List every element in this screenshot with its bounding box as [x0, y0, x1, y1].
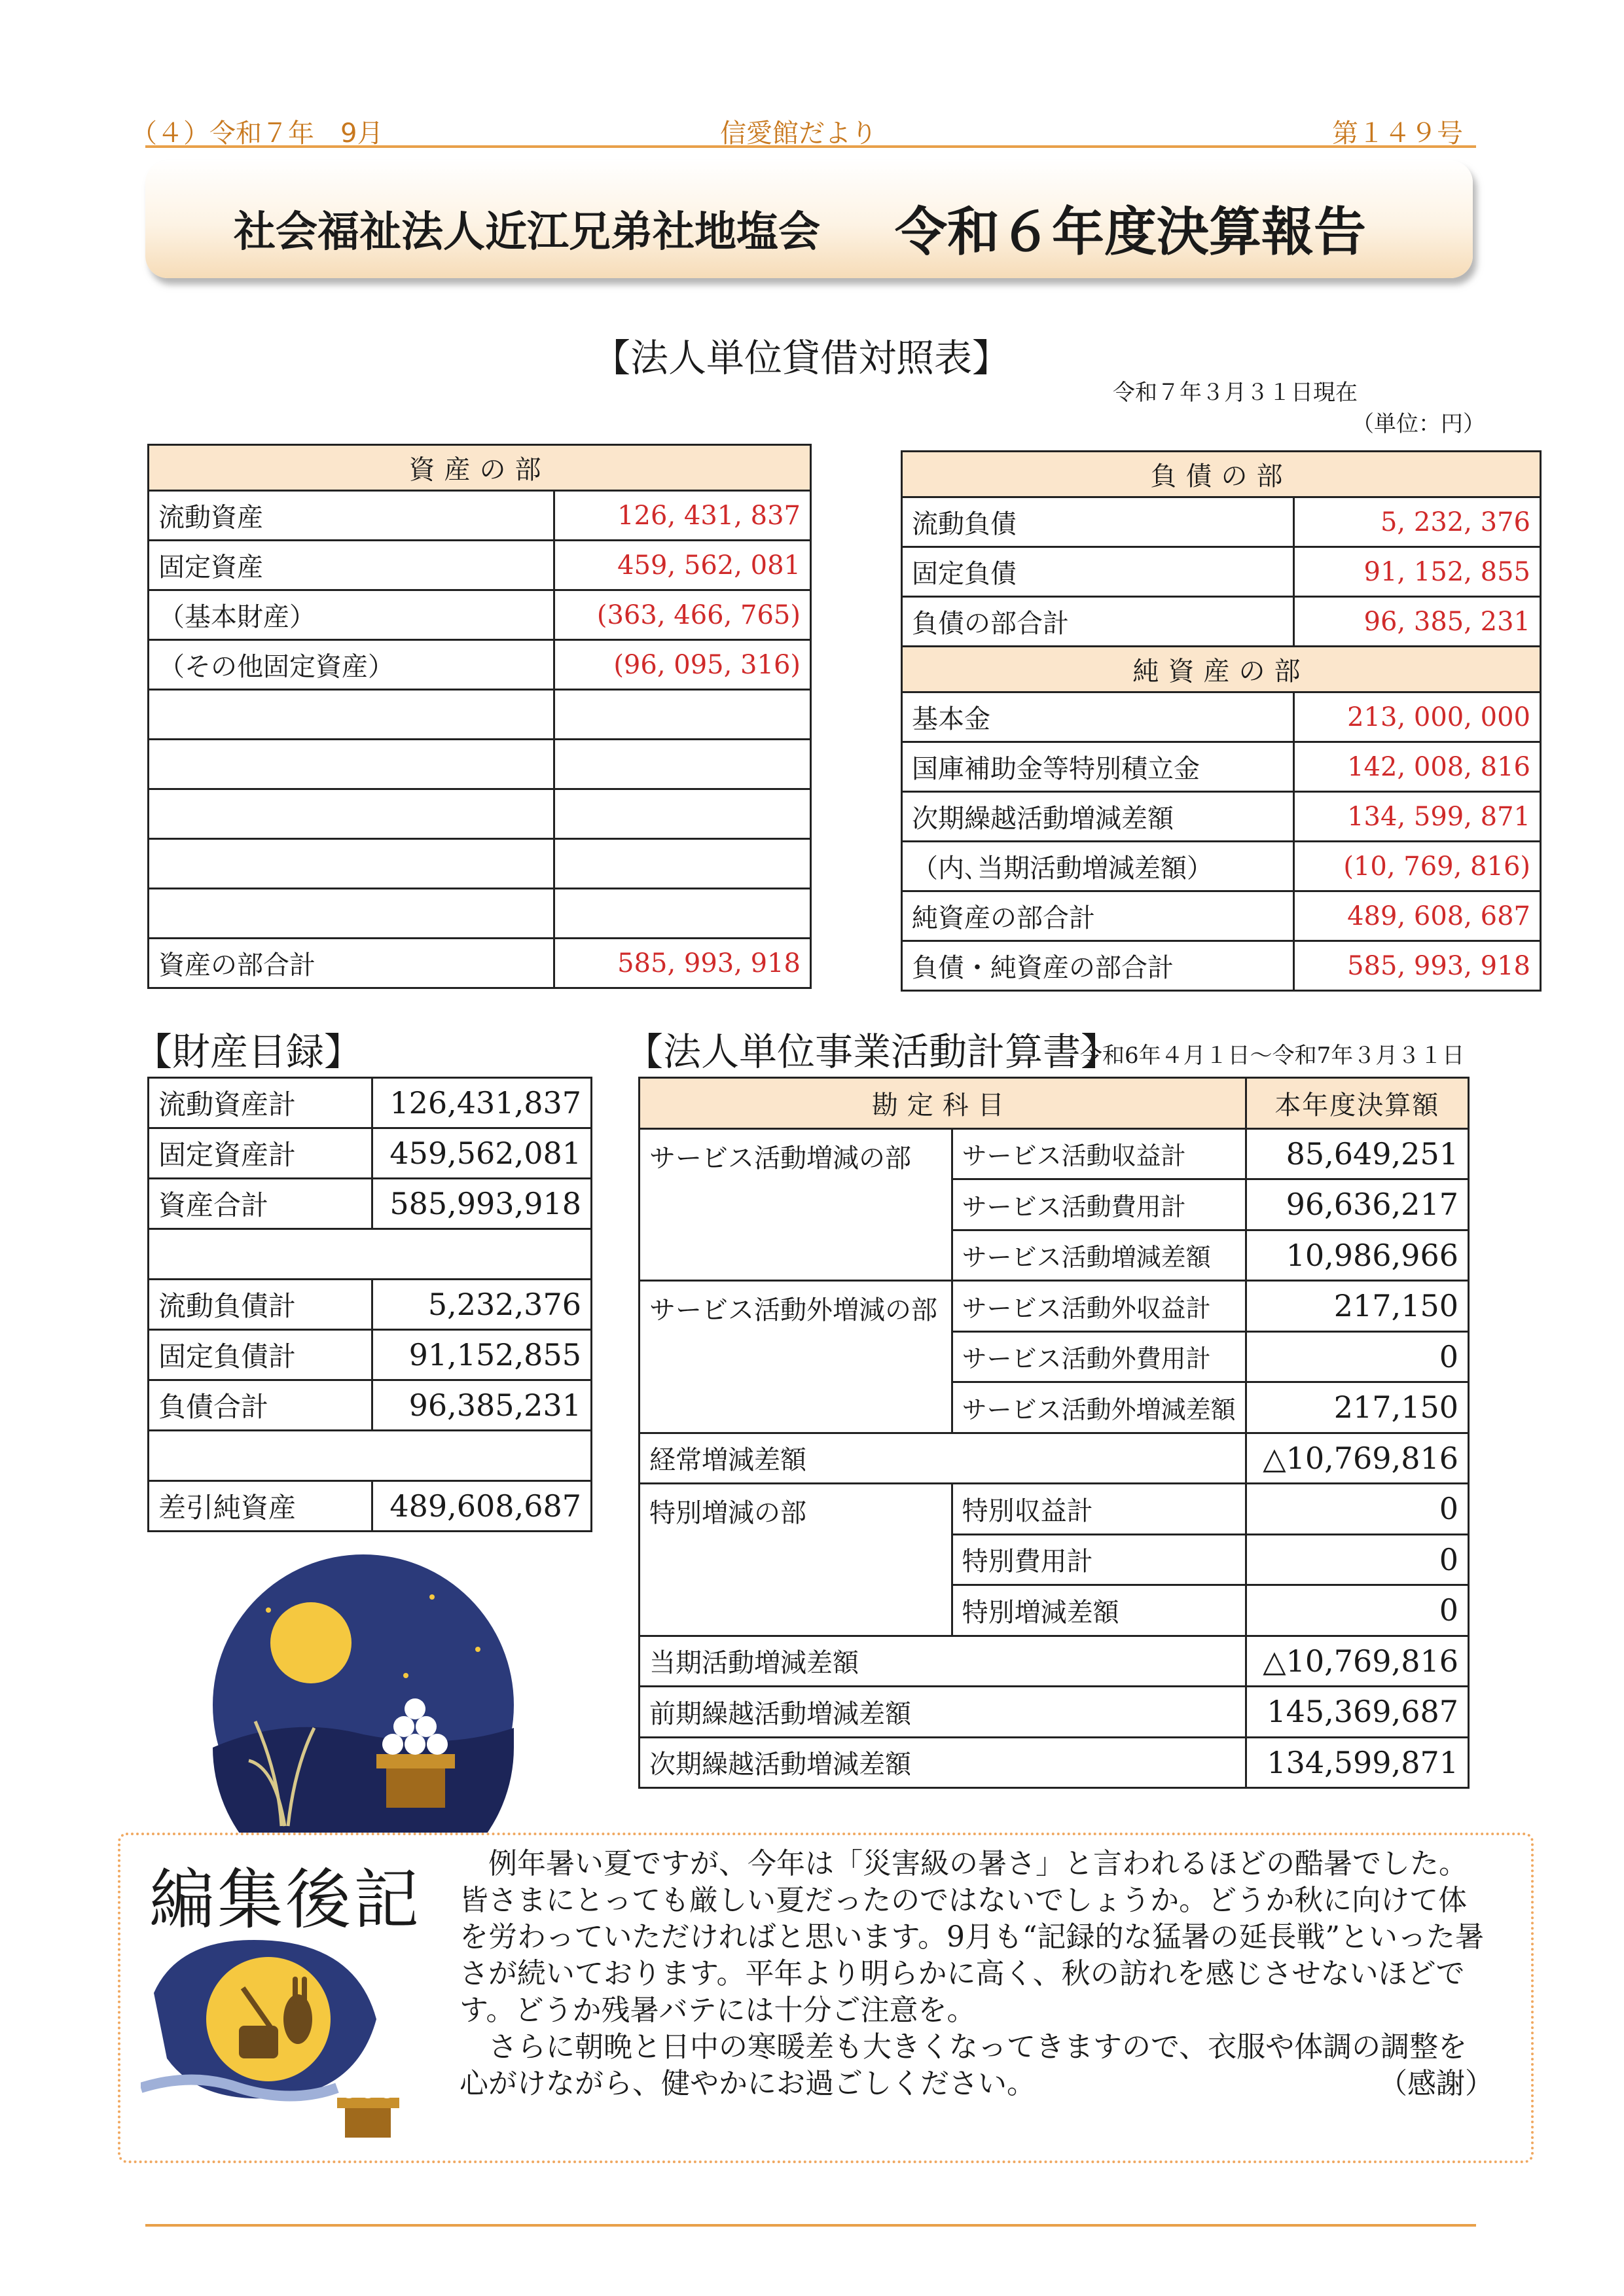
table-row: 固定負債 91, 152, 855 [902, 547, 1541, 597]
liabilities-header: 負債の部 [902, 452, 1541, 497]
table-row: 当期活動増減差額 △10,769,816 [640, 1636, 1469, 1687]
table-row: 負債・純資産の部合計 585, 993, 918 [902, 941, 1541, 991]
table-row: 基本金 213, 000, 000 [902, 692, 1541, 742]
empty-row [149, 889, 811, 939]
editor-note-text [460, 1846, 1494, 2102]
table-row: 経常増減差額 △10,769,816 [640, 1433, 1469, 1484]
table-row: 負債の部合計 96, 385, 231 [902, 597, 1541, 647]
inventory-table [147, 1077, 592, 1532]
table-row: 特別増減の部 特別収益計 0 [640, 1484, 1469, 1535]
empty-row [149, 1431, 592, 1481]
table-row: 差引純資産 489,608,687 [149, 1481, 592, 1532]
organization-name: 社会福祉法人近江兄弟社地塩会 [234, 208, 820, 257]
moon-viewing-illustration [209, 1551, 517, 1859]
issue-date: （４）令和７年 9月 [131, 118, 384, 149]
table-row: 国庫補助金等特別積立金 142, 008, 816 [902, 742, 1541, 792]
note-signoff: （感謝） [1379, 2067, 1494, 2100]
table-row: 流動負債 5, 232, 376 [902, 497, 1541, 547]
table-row: サービス活動増減の部 サービス活動収益計 85,649,251 [640, 1128, 1469, 1179]
activity-period: 令和6年４月１日～令和7年３月３１日 [1080, 1043, 1465, 1069]
liabilities-table [901, 450, 1542, 992]
empty-row [149, 839, 811, 889]
table-row: サービス活動費用計 96,636,217 [640, 1179, 1469, 1230]
table-row: 次期繰越活動増減差額 134,599,871 [640, 1737, 1469, 1788]
unit-label: （単位：円） [1352, 411, 1485, 437]
table-row: 純資産の部合計 489, 608, 687 [902, 891, 1541, 941]
issue-number: 第１４９号 [1332, 118, 1463, 149]
table-row: （基本財産） (363, 466, 765) [149, 590, 811, 640]
title-banner [145, 160, 1473, 278]
inventory-title: 【財産目録】 [134, 1030, 363, 1074]
assets-total-row: 資産の部合計 585, 993, 918 [149, 939, 811, 988]
full-moon-icon [270, 1602, 352, 1683]
table-row: 固定負債計 91,152,855 [149, 1330, 592, 1380]
as-of-date: 令和７年３月３１日現在 [1113, 380, 1358, 406]
item-column-header: 勘定科目 [640, 1078, 1246, 1129]
table-row: サービス活動外増減差額 217,150 [640, 1382, 1469, 1433]
report-title: 令和６年度決算報告 [895, 202, 1366, 262]
table-row: 負債合計 96,385,231 [149, 1380, 592, 1431]
table-row: 流動資産計 126,431,837 [149, 1078, 592, 1128]
activity-statement-title: 【法人単位事業活動計算書】 [625, 1030, 1119, 1074]
empty-row [149, 690, 811, 740]
footer-rule [145, 2224, 1476, 2227]
assets-table [147, 444, 812, 989]
assets-header: 資産の部 [149, 445, 811, 491]
note-paragraph-2: さらに朝晩と日中の寒暖差も大きくなってきますので、衣服や体調の調整を心がけながら、健やかにお過ごしください。 （感謝） [460, 2029, 1494, 2102]
newsletter-name: 信愛館だより [720, 118, 877, 149]
table-row: 次期繰越活動増減差額 134, 599, 871 [902, 792, 1541, 842]
table-row: サービス活動外増減の部 サービス活動外収益計 217,150 [640, 1281, 1469, 1332]
table-row: 固定資産計 459,562,081 [149, 1128, 592, 1179]
table-row: 資産合計 585,993,918 [149, 1179, 592, 1229]
table-row: （その他固定資産） (96, 095, 316) [149, 640, 811, 690]
table-row: 特別費用計 0 [640, 1534, 1469, 1585]
empty-row [149, 789, 811, 839]
table-row: 特別増減差額 0 [640, 1585, 1469, 1636]
editor-note-title: 編集後記 [149, 1861, 422, 1938]
table-row: サービス活動増減差額 10,986,966 [640, 1230, 1469, 1281]
table-row: 流動負債計 5,232,376 [149, 1280, 592, 1330]
note-paragraph-1: 例年暑い夏ですが、今年は「災害級の暑さ」と言われるほどの酷暑でした。皆さまにとっても厳しい夏だったのではないでしょうか。どうか秋に向けて体を労わっていただければと思います。9月も“記録的な猛暑の延長戦”といった暑さが続いております。平年より明らかに高く、秋の訪れを感じさせないほどです。どうか残暑バテには十分ご注意を。 [460, 1847, 1485, 2027]
header-rule [145, 145, 1476, 148]
table-row: サービス活動外費用計 0 [640, 1331, 1469, 1382]
table-row: 前期繰越活動増減差額 145,369,687 [640, 1687, 1469, 1738]
activity-table [638, 1077, 1470, 1789]
balance-sheet-title: 【法人単位貸借対照表】 [592, 336, 1011, 380]
net-assets-header: 純資産の部 [902, 647, 1541, 692]
table-row: （内､当期活動増減差額） (10, 769, 816) [902, 842, 1541, 891]
amount-column-header: 本年度決算額 [1246, 1078, 1468, 1129]
table-row: 固定資産 459, 562, 081 [149, 541, 811, 590]
empty-row [149, 1229, 592, 1280]
table-row: 流動資産 126, 431, 837 [149, 491, 811, 541]
moon-rabbit-illustration [141, 1921, 429, 2144]
empty-row [149, 740, 811, 789]
